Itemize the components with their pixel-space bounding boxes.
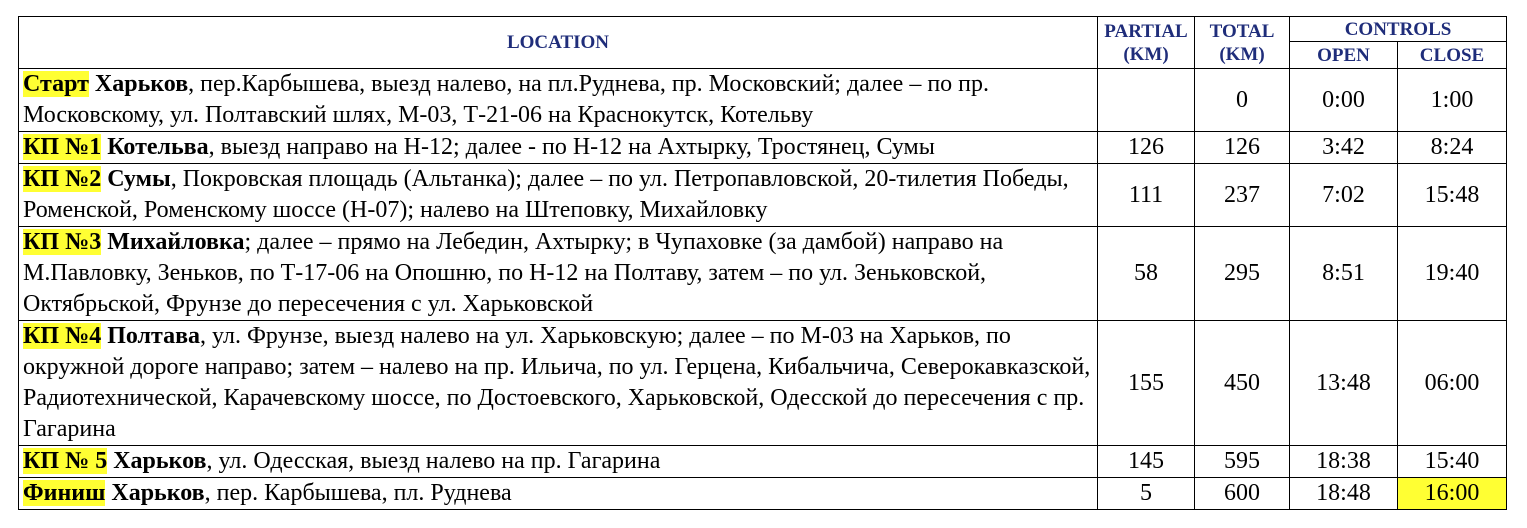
open-time: 0:00 [1290,69,1398,132]
table-row [19,227,1507,321]
checkpoint-tag: Финиш [23,480,106,506]
total-km: 0 [1195,69,1290,132]
header-controls: CONTROLS [1290,17,1507,42]
city-name: Харьков [94,71,189,97]
partial-km: 5 [1098,478,1195,510]
partial-km: 111 [1098,164,1195,227]
location-cell [19,321,1098,446]
header-total [1195,17,1290,69]
header-total-line1: TOTAL [1209,20,1275,42]
open-time: 3:42 [1290,132,1398,164]
checkpoint-tag: Старт [23,71,89,97]
route-description: , пер. Карбышева, пл. Руднева [204,480,512,506]
close-time: 16:00 [1398,478,1507,510]
table-row [19,478,1507,510]
total-km: 450 [1195,321,1290,446]
checkpoint-tag: КП № 5 [23,448,108,474]
location-cell [19,446,1098,478]
open-time: 18:38 [1290,446,1398,478]
location-cell [19,478,1098,510]
city-name: Сумы [107,166,171,192]
header-partial-line2: (KM) [1123,43,1169,65]
header-close: CLOSE [1398,42,1507,69]
route-description: , ул. Одесская, выезд налево на пр. Гагарина [206,448,661,474]
city-name: Полтава [107,323,201,349]
city-name: Харьков [111,480,205,506]
partial-km: 126 [1098,132,1195,164]
total-km: 237 [1195,164,1290,227]
header-partial [1098,17,1195,69]
total-km: 600 [1195,478,1290,510]
close-time: 1:00 [1398,69,1507,132]
partial-km: 58 [1098,227,1195,321]
location-cell [19,227,1098,321]
close-time: 06:00 [1398,321,1507,446]
table-row [19,446,1507,478]
city-name: Михайловка [107,229,245,255]
open-time: 13:48 [1290,321,1398,446]
checkpoint-tag: КП №3 [23,229,102,255]
route-description: ; далее – прямо на Лебедин, Ахтырку; в Чупаховке (за дамбой) направо на М.Павловку, Зеньков, по Т-17-06 на Опошню, по Н-12 на Полтаву, затем – по ул. Зеньковской, Октябрьской, Фрунзе до пересечения с ул. Харьковской [23,229,1004,317]
location-cell [19,164,1098,227]
close-time: 15:48 [1398,164,1507,227]
close-time: 15:40 [1398,446,1507,478]
header-partial-line1: PARTIAL [1104,20,1188,42]
partial-km [1098,69,1195,132]
total-km: 295 [1195,227,1290,321]
table-row [19,132,1507,164]
route-description: , ул. Фрунзе, выезд налево на ул. Харьковскую; далее – по М-03 на Харьков, по окружной дороге направо; затем – налево на пр. Ильича, по ул. Герцена, Кибальчича, Северокавказской, Радиотехнической, Карачевскому шоссе, по Достоевского, Харьковской, Одесской до пересечения с пр. Гагарина [23,323,1091,442]
city-name: Котельва [107,134,209,160]
open-time: 7:02 [1290,164,1398,227]
partial-km: 155 [1098,321,1195,446]
close-time: 19:40 [1398,227,1507,321]
table-row [19,321,1507,446]
location-cell [19,69,1098,132]
checkpoint-tag: КП №4 [23,323,102,349]
route-table [18,16,1507,510]
header-open: OPEN [1290,42,1398,69]
close-time: 8:24 [1398,132,1507,164]
location-cell [19,132,1098,164]
total-km: 595 [1195,446,1290,478]
total-km: 126 [1195,132,1290,164]
header-location: LOCATION [19,17,1098,69]
partial-km: 145 [1098,446,1195,478]
route-description: , выезд направо на Н-12; далее - по Н-12 на Ахтырку, Тростянец, Сумы [208,134,935,160]
table-row [19,69,1507,132]
open-time: 8:51 [1290,227,1398,321]
checkpoint-tag: КП №1 [23,134,102,160]
header-total-line2: (KM) [1219,43,1265,65]
open-time: 18:48 [1290,478,1398,510]
route-description: , пер.Карбышева, выезд налево, на пл.Руднева, пр. Московский; далее – по пр. Московскому, ул. Полтавский шлях, М-03, Т-21-06 на Краснокутск, Котельву [23,71,990,128]
table-row [19,164,1507,227]
city-name: Харьков [113,448,207,474]
route-description: , Покровская площадь (Альтанка); далее – по ул. Петропавловской, 20-тилетия Победы, Роменской, Роменскому шоссе (Н-07); налево на Штеповку, Михайловку [23,166,1069,223]
checkpoint-tag: КП №2 [23,166,102,192]
